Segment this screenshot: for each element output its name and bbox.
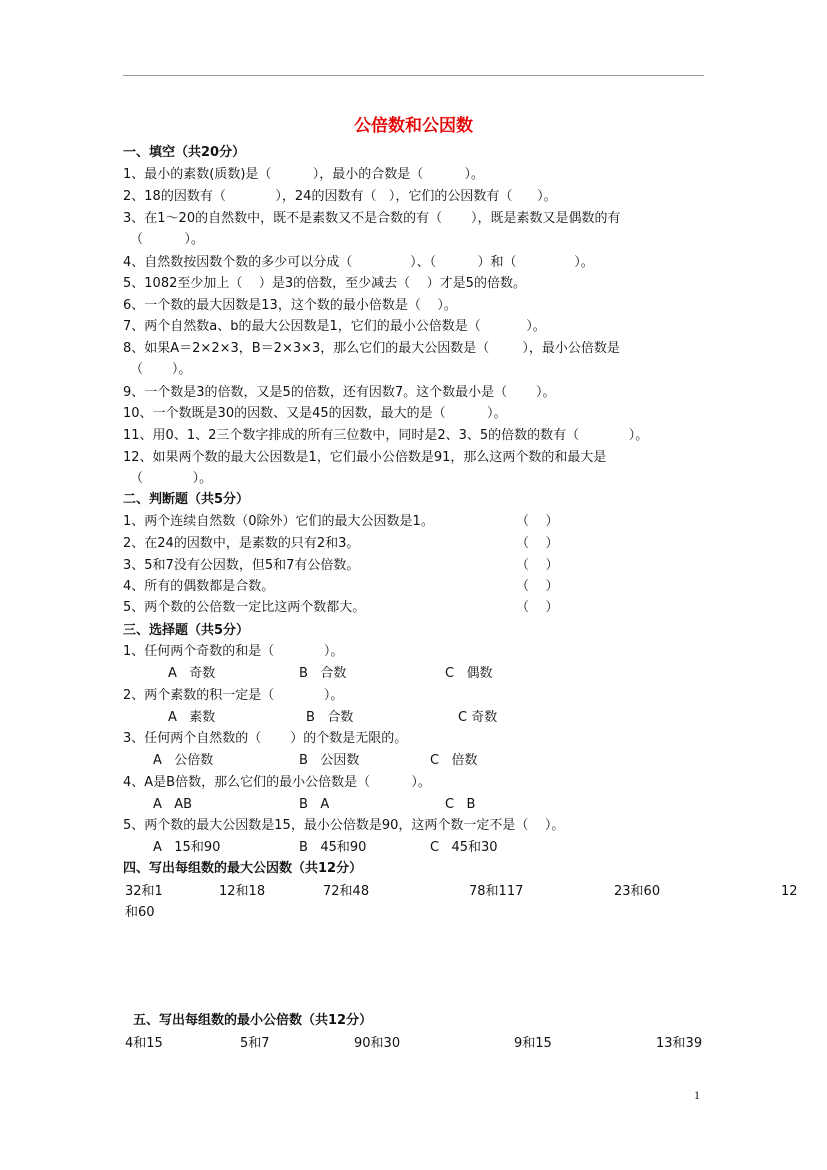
fill-line-8-cont: （ ）。 bbox=[130, 362, 192, 377]
fill-line-1: 1、最小的素数(质数)是（ ），最小的合数是（ ）。 bbox=[123, 167, 485, 182]
lcm-pair-2: 5和7 bbox=[240, 1036, 270, 1051]
tf-mark-3: （ ） bbox=[516, 558, 559, 573]
fill-line-6: 6、一个数的最大因数是13，这个数的最小倍数是（ ）。 bbox=[123, 298, 457, 313]
section-5-heading: 五、写出每组数的最小公倍数（共12分） bbox=[133, 1013, 373, 1028]
gcd-pair-4: 78和117 bbox=[469, 884, 524, 899]
choice-q5: 5、两个数的最大公因数是15，最小公倍数是90，这两个数一定不是（ ）。 bbox=[123, 818, 565, 833]
fill-line-9: 9、一个数是3的倍数，又是5的倍数，还有因数7。这个数最小是（ ）。 bbox=[123, 385, 556, 400]
gcd-pair-6-start: 12 bbox=[781, 884, 798, 899]
choice-q2: 2、两个素数的积一定是（ ）。 bbox=[123, 688, 344, 703]
tf-item-1: 1、两个连续自然数（0除外）它们的最大公因数是1。 bbox=[123, 514, 434, 529]
tf-mark-4: （ ） bbox=[516, 579, 559, 594]
fill-line-12-cont: （ ）。 bbox=[130, 471, 213, 486]
lcm-pair-5: 13和39 bbox=[656, 1036, 703, 1051]
header-rule bbox=[123, 75, 704, 76]
choice-q2-b: B 合数 bbox=[306, 710, 354, 725]
tf-item-2: 2、在24的因数中，是素数的只有2和3。 bbox=[123, 536, 360, 551]
fill-line-3: 3、在1～20的自然数中，既不是素数又不是合数的有（ ），既是素数又是偶数的有 bbox=[123, 211, 621, 226]
choice-q3-a: A 公倍数 bbox=[153, 753, 214, 768]
fill-line-4: 4、自然数按因数个数的多少可以分成（ ）、（ ）和（ ）。 bbox=[123, 255, 594, 270]
choice-q3-c: C 倍数 bbox=[430, 753, 478, 768]
lcm-pair-3: 90和30 bbox=[354, 1036, 401, 1051]
section-4-heading: 四、写出每组数的最大公因数（共12分） bbox=[123, 861, 363, 876]
choice-q4-a: A AB bbox=[153, 797, 193, 812]
page-title: 公倍数和公因数 bbox=[354, 116, 473, 136]
choice-q1: 1、任何两个奇数的和是（ ）。 bbox=[123, 644, 344, 659]
fill-line-8: 8、如果A＝2×2×3，B＝2×3×3，那么它们的最大公因数是（ ），最小公倍数是 bbox=[123, 341, 620, 356]
gcd-pair-5: 23和60 bbox=[614, 884, 661, 899]
tf-mark-2: （ ） bbox=[516, 536, 559, 551]
tf-item-4: 4、所有的偶数都是合数。 bbox=[123, 579, 275, 594]
gcd-pair-6-end: 和60 bbox=[125, 905, 155, 920]
tf-item-3: 3、5和7没有公因数，但5和7有公倍数。 bbox=[123, 558, 360, 573]
choice-q3-b: B 公因数 bbox=[299, 753, 360, 768]
choice-q2-a: A 素数 bbox=[168, 710, 216, 725]
choice-q4-b: B A bbox=[299, 797, 330, 812]
fill-line-5: 5、1082至少加上（ ）是3的倍数，至少减去（ ）才是5的倍数。 bbox=[123, 276, 526, 291]
choice-q1-a: A 奇数 bbox=[168, 666, 216, 681]
choice-q1-c: C 偶数 bbox=[445, 666, 493, 681]
fill-line-11: 11、用0、1、2三个数字排成的所有三位数中，同时是2、3、5的倍数的数有（ ）。 bbox=[123, 428, 649, 443]
section-3-heading: 三、选择题（共5分） bbox=[123, 623, 250, 638]
fill-line-2: 2、18的因数有（ ），24的因数有（ ），它们的公因数有（ ）。 bbox=[123, 189, 557, 204]
tf-item-5: 5、两个数的公倍数一定比这两个数都大。 bbox=[123, 600, 366, 615]
gcd-pair-2: 12和18 bbox=[219, 884, 266, 899]
choice-q4-c: C B bbox=[445, 797, 476, 812]
fill-line-3-cont: （ ）。 bbox=[130, 232, 204, 247]
choice-q5-b: B 45和90 bbox=[299, 840, 367, 855]
page-number: 1 bbox=[694, 1088, 700, 1102]
fill-line-12: 12、如果两个数的最大公因数是1，它们最小公倍数是91，那么这两个数的和最大是 bbox=[123, 450, 607, 465]
lcm-pair-4: 9和15 bbox=[514, 1036, 552, 1051]
section-2-heading: 二、判断题（共5分） bbox=[123, 492, 250, 507]
choice-q1-b: B 合数 bbox=[299, 666, 347, 681]
lcm-pair-1: 4和15 bbox=[125, 1036, 163, 1051]
tf-mark-5: （ ） bbox=[516, 600, 559, 615]
fill-line-10: 10、一个数既是30的因数、又是45的因数，最大的是（ ）。 bbox=[123, 406, 507, 421]
section-1-heading: 一、填空（共20分） bbox=[123, 145, 246, 160]
choice-q4: 4、A是B倍数，那么它们的最小公倍数是（ ）。 bbox=[123, 775, 431, 790]
fill-line-7: 7、两个自然数a、b的最大公因数是1，它们的最小公倍数是（ ）。 bbox=[123, 319, 546, 334]
choice-q2-c: C 奇数 bbox=[458, 710, 498, 725]
choice-q5-c: C 45和30 bbox=[430, 840, 498, 855]
choice-q3: 3、任何两个自然数的（ ）的个数是无限的。 bbox=[123, 731, 408, 746]
gcd-pair-3: 72和48 bbox=[323, 884, 370, 899]
tf-mark-1: （ ） bbox=[516, 514, 559, 529]
choice-q5-a: A 15和90 bbox=[153, 840, 221, 855]
gcd-pair-1: 32和1 bbox=[125, 884, 163, 899]
